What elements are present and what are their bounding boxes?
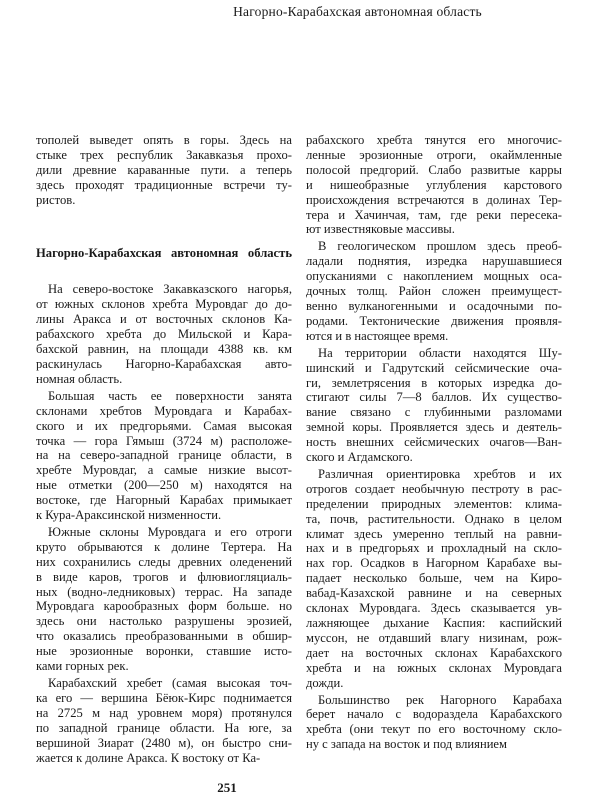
text-line: на 2725 м над уровнем моря) протянулся xyxy=(36,705,292,720)
text-line: отрогов создает необычную пестроту в рас- xyxy=(306,481,562,496)
intro-paragraph xyxy=(36,133,292,208)
text-line: жается к долине Аракса. К востоку от Ка- xyxy=(36,750,261,765)
text-line: ют известняковые массивы. xyxy=(306,222,455,237)
text-line: берет начало с водораздела Карабахского xyxy=(306,707,562,722)
text-line: дожди. xyxy=(306,675,344,690)
text-line: рабахского хребта тянутся его многочис- xyxy=(306,133,562,147)
text-line: них сохранились следы древних оледенений xyxy=(36,554,292,569)
text-line: происхождения встречаются в долинах Тер- xyxy=(306,192,562,207)
text-line: номная область. xyxy=(36,371,123,386)
text-line: ные отметки (200—250 м) находятся на xyxy=(36,478,292,493)
text-line: ка его — вершина Бёюк-Кирс поднимается xyxy=(36,690,292,705)
text-line: Большая часть ее поверхности занята xyxy=(48,388,292,403)
text-line: Карабахский хребет (самая высокая точ- xyxy=(48,676,292,690)
text-line: Различная ориентировка хребтов и их xyxy=(318,466,562,481)
paragraph xyxy=(306,467,562,691)
paragraph xyxy=(306,133,562,237)
paragraph xyxy=(36,676,292,765)
text-line: хребте Муровдаг, а самые низкие высот- xyxy=(36,463,292,478)
paragraph xyxy=(36,389,292,523)
text-line: ского и Агдамского. xyxy=(306,450,413,465)
text-line: здесь проходят традиционные встречи ту- xyxy=(36,177,292,192)
text-line: вание связано с глубинными разломами xyxy=(306,405,562,420)
text-line: на на северо-западной границе области, в xyxy=(36,448,292,463)
text-line: Муровдага карообразных форм больше. но xyxy=(36,599,292,614)
section-heading: Нагорно-Карабахская автономная область xyxy=(36,245,292,260)
text-line: ность внешних сейсмических очагов—Ван- xyxy=(306,435,562,450)
text-line: дили древние караванные пути. а теперь xyxy=(36,162,292,177)
text-line: вершиной Зиарат (2480 м), он быстро сни- xyxy=(36,735,292,750)
text-line: тополей выведет опять в горы. Здесь на xyxy=(36,133,292,147)
text-line: хребта и на южных склонах Муровдага xyxy=(306,660,562,675)
text-line: и нишеобразные углубления карстового xyxy=(306,177,562,192)
text-line: земной коры. Проявляется здесь и деятель- xyxy=(306,420,562,435)
text-line: дочных толщ. Район сложен преимущест- xyxy=(306,284,562,299)
paragraph xyxy=(306,239,562,343)
paragraph xyxy=(306,693,562,753)
text-line: ленные эрозионные отроги, окаймленные xyxy=(306,147,562,162)
text-line: ристов. xyxy=(36,192,76,207)
text-line: точка — гора Гямыш (3724 м) расположе- xyxy=(36,433,292,448)
text-line: климат здесь умеренно теплый на равни- xyxy=(306,526,562,541)
text-line: дает на восточных склонах Карабахского xyxy=(306,645,562,660)
text-line: склонах Муровдага. Здесь сказывается ув- xyxy=(306,601,562,616)
text-line: На северо-востоке Закавказского нагорья, xyxy=(48,282,292,297)
text-line: стигают силы 7—8 баллов. Их существо- xyxy=(306,390,562,405)
text-line: На территории области находятся Шу- xyxy=(318,345,562,360)
text-line: бахской равнин, на площади 4388 кв. км xyxy=(36,342,292,357)
page-number: 251 xyxy=(217,780,237,795)
text-line: тера и Хачинчая, там, где реки пересека- xyxy=(306,207,562,222)
text-line: ками горных рек. xyxy=(36,659,129,674)
text-line: полосой предгорий. Слабо развитые карры xyxy=(306,162,562,177)
text-line: стыке трех республик Закавказья прохо- xyxy=(36,147,292,162)
text-line: ского и их предгорьями. Самая высокая xyxy=(36,418,292,433)
text-line: ну с запада на восток и под влиянием xyxy=(306,737,507,752)
text-line: что оказались преобразованными в обшир- xyxy=(36,629,292,644)
left-column xyxy=(36,133,292,765)
paragraph xyxy=(306,346,562,465)
left-paragraphs xyxy=(36,282,292,765)
text-line: вабад-Казахской равнине и на северных xyxy=(306,586,562,601)
text-line: ги, землетрясения в которых изредка до- xyxy=(306,375,562,390)
text-line: В геологическом прошлом здесь преоб- xyxy=(318,239,562,254)
paragraph xyxy=(36,525,292,674)
text-line: опусканиями с накоплением мощных оса- xyxy=(306,269,562,284)
text-line: к Кура-Араксинской низменности. xyxy=(36,508,222,523)
right-paragraphs xyxy=(306,133,562,752)
text-line: от южных склонов хребта Муровдаг до до- xyxy=(36,297,292,312)
text-line: пределении природных элементов: клима- xyxy=(306,496,562,511)
text-line: Южные склоны Муровдага и его отроги xyxy=(48,524,292,539)
text-line: раскинулась Нагорно-Карабахская авто- xyxy=(36,356,292,371)
text-line: Большинство рек Нагорного Карабаха xyxy=(318,692,562,707)
text-line: муссон, не отдавший влагу низинам, рож- xyxy=(306,630,562,645)
text-line: родами. Тектонические движения проявля- xyxy=(306,313,562,328)
paragraph xyxy=(36,282,292,386)
text-line: рабахского хребта до Мильской и Кара- xyxy=(36,327,292,342)
text-line: круто обрываются к долине Тертера. На xyxy=(36,539,292,554)
text-line: лажняющее дыхание Каспия: каспийский xyxy=(306,616,562,630)
text-line: ладали поднятия, изредка нарушавшиеся xyxy=(306,254,562,269)
text-line: по западной границе области. На юге, за xyxy=(36,720,292,735)
right-column xyxy=(306,133,562,752)
text-line: та, почв, растительности. Однако в целом xyxy=(306,511,562,526)
text-line: падает несколько больше, чем на Киро- xyxy=(306,571,562,586)
text-line: здесь они настолько разрушены эрозией, xyxy=(36,614,292,629)
text-line: лины Аракса и от восточных склонов Ка- xyxy=(36,312,292,327)
text-line: в виде каров, трогов и флювиогляциаль- xyxy=(36,569,292,584)
text-line: нах гор. Осадков в Нагорном Карабахе вы- xyxy=(306,556,562,571)
text-line: ные эрозионные воронки, ставшие исто- xyxy=(36,644,292,659)
text-line: хребта (они текут по его восточному скло- xyxy=(306,722,562,737)
text-line: востоке, где Нагорный Карабах примыкает xyxy=(36,493,292,508)
text-line: шинский и Гадрутский сейсмические оча- xyxy=(306,360,562,375)
text-line: венно вулканогенными и осадочными по- xyxy=(306,298,562,313)
text-line: склонами хребтов Муровдага и Карабах- xyxy=(36,403,292,418)
text-line: нах и в предгорьях и прохладный на скло- xyxy=(306,541,562,556)
text-line: ных (водно-ледниковых) террас. На западе xyxy=(36,584,292,599)
text-line: ются и в настоящее время. xyxy=(306,328,449,343)
running-head: Нагорно-Карабахская автономная область xyxy=(233,4,482,19)
